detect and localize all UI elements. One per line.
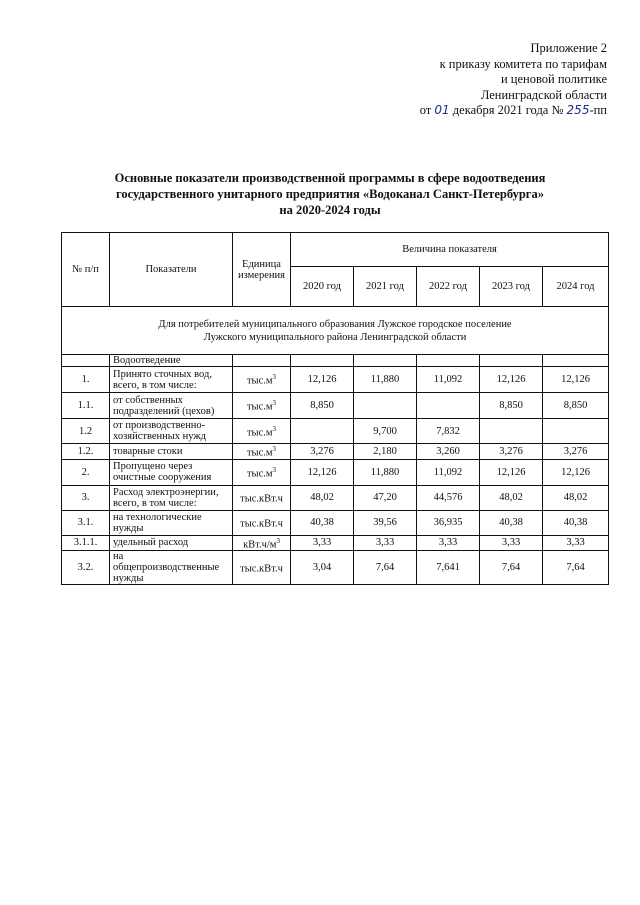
appendix-date-line bbox=[420, 103, 607, 119]
row-value: 11,092 bbox=[417, 459, 480, 485]
row-indicator: на технологические нужды bbox=[110, 510, 233, 535]
row-value: 7,64 bbox=[543, 551, 609, 585]
title-line-1: Основные показатели производственной программы в сфере водоотведения bbox=[114, 171, 546, 185]
row-value: 40,38 bbox=[480, 510, 543, 535]
table-row bbox=[62, 551, 609, 585]
row-value: 3,260 bbox=[417, 444, 480, 460]
section-line-1: Для потребителей муниципального образования Лужское городское поселение bbox=[158, 318, 512, 330]
row-value: 12,126 bbox=[291, 459, 354, 485]
unit-superscript: 3 bbox=[272, 399, 277, 408]
section-header bbox=[62, 307, 609, 355]
date-prefix: от bbox=[419, 103, 432, 117]
header-year: 2024 год bbox=[543, 267, 609, 307]
table-row bbox=[62, 459, 609, 485]
row-indicator: Расход электроэнергии, всего, в том числе: bbox=[110, 485, 233, 510]
table-row bbox=[62, 393, 609, 419]
row-indicator: удельный расход bbox=[110, 535, 233, 551]
row-value: 48,02 bbox=[480, 485, 543, 510]
row-num: 1. bbox=[62, 367, 110, 393]
row-value: 8,850 bbox=[480, 393, 543, 419]
unit-text: тыс.кВт.ч bbox=[240, 518, 283, 530]
row-value: 3,276 bbox=[480, 444, 543, 460]
appendix-block bbox=[420, 41, 607, 119]
header-year: 2020 год bbox=[291, 267, 354, 307]
table-row bbox=[62, 510, 609, 535]
row-num: 1.2. bbox=[62, 444, 110, 460]
section-line-2: Лужского муниципального района Ленинградской области bbox=[203, 331, 467, 343]
row-value: 7,641 bbox=[417, 551, 480, 585]
row-value: 3,04 bbox=[291, 551, 354, 585]
unit-text: кВт.ч/м bbox=[243, 539, 277, 550]
table-row bbox=[62, 485, 609, 510]
row-indicator: от производственно-хозяйственных нужд bbox=[110, 419, 233, 444]
row-num: 3.1.1. bbox=[62, 535, 110, 551]
row-unit bbox=[233, 510, 291, 535]
row-value: 3,33 bbox=[543, 535, 609, 551]
row-value bbox=[417, 393, 480, 419]
row-num: 3. bbox=[62, 485, 110, 510]
row-value: 39,56 bbox=[354, 510, 417, 535]
row-value bbox=[543, 419, 609, 444]
row-unit bbox=[233, 367, 291, 393]
table-row bbox=[62, 419, 609, 444]
empty-cell bbox=[354, 355, 417, 367]
unit-text: тыс.м bbox=[246, 401, 273, 413]
unit-superscript: 3 bbox=[272, 465, 277, 474]
row-num: 2. bbox=[62, 459, 110, 485]
document-title bbox=[60, 170, 600, 218]
date-middle: декабря 2021 года № bbox=[452, 103, 564, 117]
unit-text: тыс.м bbox=[246, 375, 273, 387]
row-value: 44,576 bbox=[417, 485, 480, 510]
row-num: 1.1. bbox=[62, 393, 110, 419]
row-value: 11,880 bbox=[354, 367, 417, 393]
header-year: 2023 год bbox=[480, 267, 543, 307]
row-value: 12,126 bbox=[480, 459, 543, 485]
row-value bbox=[480, 419, 543, 444]
row-indicator: от собственных подразделений (цехов) bbox=[110, 393, 233, 419]
row-value: 2,180 bbox=[354, 444, 417, 460]
empty-cell bbox=[233, 355, 291, 367]
row-value: 3,276 bbox=[543, 444, 609, 460]
row-value: 3,33 bbox=[291, 535, 354, 551]
unit-text: тыс.м bbox=[246, 468, 273, 480]
header-indicator: Показатели bbox=[110, 233, 233, 307]
empty-cell bbox=[417, 355, 480, 367]
row-unit bbox=[233, 444, 291, 460]
row-unit bbox=[233, 459, 291, 485]
row-indicator: товарные стоки bbox=[110, 444, 233, 460]
table-row bbox=[62, 444, 609, 460]
header-num: № п/п bbox=[62, 233, 110, 307]
table-row bbox=[62, 367, 609, 393]
row-value: 12,126 bbox=[291, 367, 354, 393]
row-value: 36,935 bbox=[417, 510, 480, 535]
appendix-line-4: Ленинградской области bbox=[480, 87, 607, 102]
row-indicator: Пропущено через очистные сооружения bbox=[110, 459, 233, 485]
row-value: 12,126 bbox=[543, 367, 609, 393]
row-value: 8,850 bbox=[543, 393, 609, 419]
unit-superscript: 3 bbox=[272, 373, 277, 382]
row-value: 3,276 bbox=[291, 444, 354, 460]
row-value: 7,64 bbox=[480, 551, 543, 585]
empty-cell bbox=[480, 355, 543, 367]
row-num: 1.2 bbox=[62, 419, 110, 444]
row-value: 11,092 bbox=[417, 367, 480, 393]
title-line-2: государственного унитарного предприятия «Водоканал Санкт-Петербурга» bbox=[116, 187, 544, 201]
number-suffix: -пп bbox=[589, 103, 607, 117]
row-unit bbox=[233, 551, 291, 585]
row-value: 3,33 bbox=[354, 535, 417, 551]
empty-cell bbox=[291, 355, 354, 367]
header-year: 2022 год bbox=[417, 267, 480, 307]
row-value: 3,33 bbox=[480, 535, 543, 551]
row-value: 7,832 bbox=[417, 419, 480, 444]
row-unit bbox=[233, 535, 291, 551]
unit-superscript: 3 bbox=[272, 424, 277, 433]
row-value: 40,38 bbox=[543, 510, 609, 535]
subsection-label: Водоотведение bbox=[110, 355, 233, 367]
appendix-line-2: к приказу комитета по тарифам bbox=[439, 56, 607, 71]
handwritten-day: 01 bbox=[434, 103, 450, 117]
unit-text: тыс.кВт.ч bbox=[240, 563, 283, 575]
row-value: 12,126 bbox=[543, 459, 609, 485]
row-value bbox=[291, 419, 354, 444]
row-value: 40,38 bbox=[291, 510, 354, 535]
row-indicator: Принято сточных вод, всего, в том числе: bbox=[110, 367, 233, 393]
indicators-table bbox=[61, 232, 609, 585]
row-unit bbox=[233, 393, 291, 419]
appendix-line-3: и ценовой политике bbox=[500, 72, 607, 86]
row-num: 3.1. bbox=[62, 510, 110, 535]
row-value: 47,20 bbox=[354, 485, 417, 510]
header-year: 2021 год bbox=[354, 267, 417, 307]
row-unit bbox=[233, 485, 291, 510]
row-value: 11,880 bbox=[354, 459, 417, 485]
row-value: 48,02 bbox=[291, 485, 354, 510]
unit-text: тыс.м bbox=[246, 447, 273, 459]
row-value: 48,02 bbox=[543, 485, 609, 510]
row-value bbox=[354, 393, 417, 419]
empty-cell bbox=[62, 355, 110, 367]
table-row bbox=[62, 535, 609, 551]
title-line-3: на 2020-2024 годы bbox=[279, 203, 381, 217]
row-value: 3,33 bbox=[417, 535, 480, 551]
row-value: 12,126 bbox=[480, 367, 543, 393]
header-value-group: Величина показателя bbox=[291, 233, 609, 267]
row-num: 3.2. bbox=[62, 551, 110, 585]
row-value: 8,850 bbox=[291, 393, 354, 419]
unit-text: тыс.кВт.ч bbox=[240, 493, 283, 505]
row-indicator: на общепроизводственные нужды bbox=[110, 551, 233, 585]
unit-text: тыс.м bbox=[246, 427, 273, 439]
row-value: 9,700 bbox=[354, 419, 417, 444]
handwritten-number: 255 bbox=[566, 103, 590, 117]
empty-cell bbox=[543, 355, 609, 367]
row-value: 7,64 bbox=[354, 551, 417, 585]
unit-superscript: 3 bbox=[276, 536, 280, 545]
row-unit bbox=[233, 419, 291, 444]
header-unit: Единица измерения bbox=[233, 233, 291, 307]
unit-superscript: 3 bbox=[272, 445, 277, 453]
appendix-line-1: Приложение 2 bbox=[530, 41, 607, 55]
